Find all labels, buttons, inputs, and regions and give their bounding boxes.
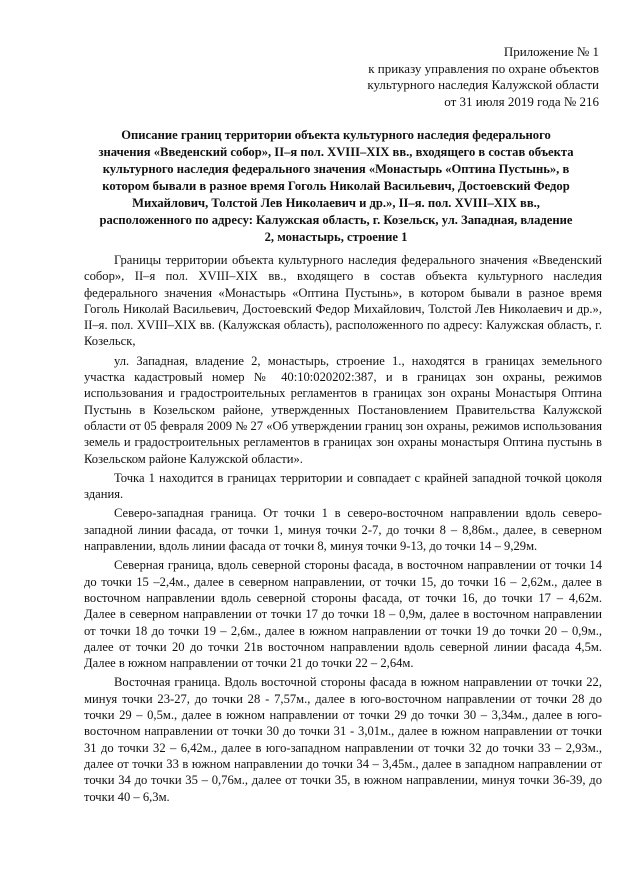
appendix-order-ref: к приказу управления по охране объектов bbox=[368, 60, 599, 76]
appendix-header bbox=[367, 44, 599, 110]
appendix-date: от 31 июля 2019 года № 216 bbox=[444, 93, 599, 109]
paragraph-north-boundary: Северная граница, вдоль северной стороны фасада, в восточном направлении от точки 14 до точки 15 –2,4м., далее в северном направлении, от точки 15, до точки 16 – 2,62м., далее в восточном направлении вдоль северной стороны фасада, от точки 16, до точки 17 – 4,62м. Далее в северном направлении от точки 17 до точки 18 – 0,9м, далее в восточном направлении от точки 18 до точки 19 – 2,6м., далее в южном направлении от точки 19 до точки 20 – 0,9м., далее от точки 20 до точки 21в восточном направлении вдоль северной линии фасада 4,5м. Далее в южном направлении от точки 21 до точки 22 – 2,64м. bbox=[84, 558, 602, 671]
paragraph-location: ул. Западная, владение 2, монастырь, строение 1., находятся в границах земельного участка кадастровый номер № 40:10:020202:387, и в границах зон охраны, режимов использования и градостроительных регламентов в границах зон охраны Монастыря Оптина Пустынь в Козельском районе, утвержденных Постановлением Правительства Калужской области от 05 февраля 2009 № 27 «Об утверждении границ зон охраны, режимов использования земель и градостроительных регламентов в границах зон охраны монастыря Оптина пустынь в Козельском районе Калужской области». bbox=[84, 353, 602, 466]
appendix-authority: культурного наследия Калужской области bbox=[367, 77, 599, 92]
paragraph-point-1: Точка 1 находится в границах территории и совпадает с крайней западной точкой цоколя здания. bbox=[84, 470, 602, 502]
document-title: Описание границ территории объекта культурного наследия федерального значения «Введенский собор», II–я пол. XVIII–XIX вв., входящего в состав объекта культурного наследия федерального значения «Монастырь «Оптина Пустынь», в котором бывали в разное время Гоголь Николай Васильевич, Достоевский Федор Михайлович, Толстой Лев Николаевич и др.», II–я. пол. XVIII–XIX вв., расположенного по адресу: Калужская область, г. Козельск, ул. Западная, владение 2, монастырь, строение 1 bbox=[98, 128, 574, 244]
appendix-number: Приложение № 1 bbox=[503, 44, 599, 59]
paragraph-east-boundary: Восточная граница. Вдоль восточной стороны фасада в южном направлении от точки 22, минуя точки 23-27, до точки 28 - 7,57м., далее в юго-восточном направлении от точки 28 до точки 29 – 0,5м., далее в южном направлении от точки 29 до точки 30 – 3,34м., далее в юго-восточном направлении от точки 30 до точки 31 - 3,01м., далее в южном направлении от точки 31 до точки 32 – 6,42м., далее в юго-западном направлении от точки 32 до точки 33 – 2,93м., далее от точки 33 в южном направлении до точки 34 – 3,45м., далее в западном направлении от точки 34 до точки 35 – 0,76м., далее от точки 35, в южном направлении, минуя точки 36-39, до точки 40 – 6,3м. bbox=[84, 675, 602, 804]
paragraph-northwest-boundary: Северо-западная граница. От точки 1 в северо-восточном направлении вдоль северо-западной линии фасада, от точки 1, минуя точки 2-7, до точки 8 – 8,86м., далее, в северном направлении, вдоль линии фасада от точки 8, минуя точки 9-13, до точки 14 – 9,29м. bbox=[84, 506, 602, 554]
document-body bbox=[84, 252, 602, 805]
paragraph-intro: Границы территории объекта культурного наследия федерального значения «Введенский собор», II–я пол. XVIII–XIX вв., входящего в состав объекта культурного наследия федерального значения «Монастырь «Оптина Пустынь», в котором бывали в разное время Гоголь Николай Васильевич, Достоевский Федор Михайлович, Толстой Лев Николаевич и др.», II–я. пол. XVIII–XIX вв. (Калужская область), расположенного по адресу: Калужская область, г. Козельск, bbox=[84, 253, 602, 349]
